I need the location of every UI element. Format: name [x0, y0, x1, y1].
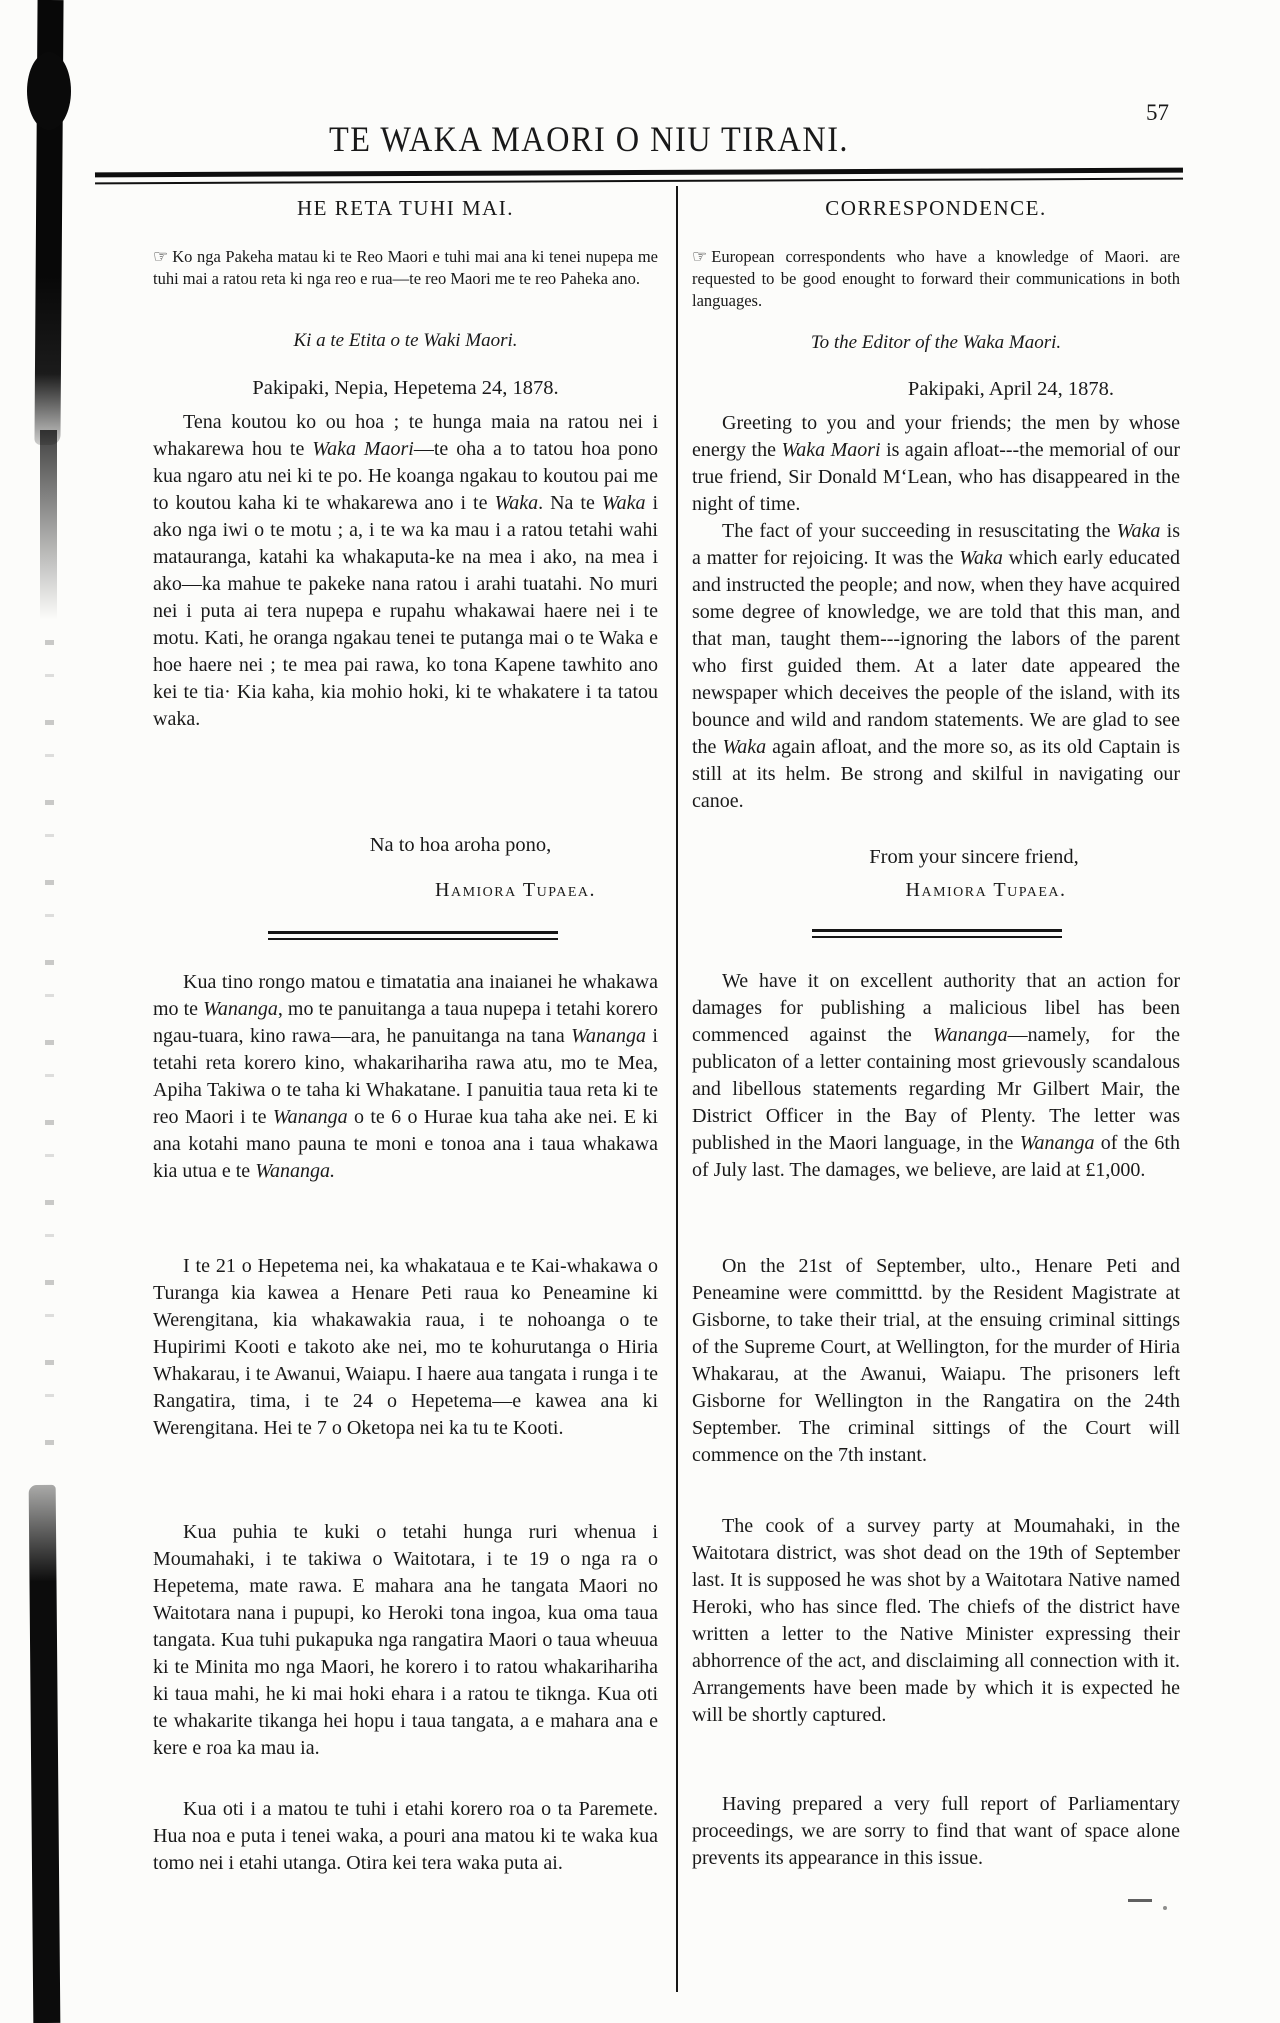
left-column-maori [153, 0, 658, 2023]
column-divider-rule [676, 186, 678, 1992]
binding-edge-artifact [45, 640, 54, 1460]
binding-edge-artifact [27, 52, 71, 130]
masthead-title: TE WAKA MAORI O NIU TIRANI. [329, 120, 849, 160]
news-paragraph: On the 21st of September, ulto., Henare Peti and Peneamine were committtd. by the Resident Magistrate at Gisborne, to take their trial, at the ensuing criminal sittings of the Supreme Court, at Wellington, for the murder of Hiria Whakarau, at the Awanui, Waiapu. The prisoners left Gisborne for Wellington in the Rangatira on the 24th September. The criminal sittings of the Court will commence on the 7th instant. [692, 1255, 1180, 1466]
right-column-english [692, 0, 1180, 2023]
letter-signoff: Na to hoa aroha pono, [369, 834, 552, 856]
news-paragraph: I te 21 o Hepetema nei, ka whakataua e te Kai-whakawa o Turanga kia kawea a Henare Peti raua ko Peneamine ki Werengitana, kia whakawakia raua, i te nohoanga o te Hupirimi Kooti e takoto ake nei, mo te kohurutanga o Hiria Whakarau, i te Awanui, Waiapu. I haere aua tangata i runga i te Rangatira, tima, i te 24 o Hepetema—e kawea ana ki Werengitana. Hei te 7 o Oketopa nei ka tu te Kooti. [153, 1255, 658, 1439]
page-number: 57 [1146, 100, 1169, 125]
section-heading: HE RETA TUHI MAI. [296, 196, 515, 220]
letter-signoff: From your sincere friend, [869, 846, 1079, 868]
letter-paragraph: Greeting to you and your friends; the men by whose energy the Waka Maori is again afloat---the memorial of our true friend, Sir Donald M‘Lean, who has disappeared in the night of time. [692, 412, 1180, 515]
letter-paragraph: Tena koutou ko ou hoa ; te hunga maia na ratou nei i whakarewa hou te Waka Maori—te oha a to tatou hoa pono kua ngaro atu nei ki te po. He koanga ngakau to koutou pai me to koutou kaha ki te whakarewa ano i te Waka. Na te Waka i ako nga iwi o te motu ; a, i te wa ka mau i a ratou tetahi wahi matauranga, katahi ka whakaputa-ke na mea i ako, na mea i ako—ka mahue te pakeke nana ratou i arahi tuatahi. No muri nei i puta ai tera nupepa e rupahu whakawai haere nei i te motu. Kati, he oranga ngakau tenei te putanga mai o te Waka e hoe haere nei ; te mea pai rawa, ko tona Kapene tawhito ano kei te tia· Kia kaha, kia mohio hoki, ki te whakatere i ta tatou waka. [153, 411, 659, 730]
news-paragraph: Kua tino rongo matou e timatatia ana inaianei he whakawa mo te Wananga, mo te panuitanga a taua nupepa i tetahi korero ngau-tuara, kino rawa—ara, he panuitanga na tana Wananga i tetahi reta korero kino, whakarihariha rawa atu, mo te Mea, Apiha Takiwa o te taha ki Whakatane. I panuitia taua reta ki te reo Maori i te Wananga o te 6 o Hurae kua taha ake nei. E ki ana kotahi mano pauna te moni e tonoa ana i taua whakawa kia utua e te Wananga. [153, 971, 658, 1182]
letter-salutation: To the Editor of the Waka Maori. [810, 332, 1062, 353]
news-paragraph: Having prepared a very full report of Parliamentary proceedings, we are sorry to find that want of space alone prevents its appearance in this issue. [692, 1793, 1180, 1869]
notice-text: European correspondents who have a knowledge of Maori. are requested to be good enought to forward their communications in both languages. [692, 247, 1180, 310]
binding-edge-artifact [29, 1485, 61, 2023]
pointing-hand-icon: ☞ [153, 247, 169, 266]
letter-dateline: Pakipaki, Nepia, Hepetema 24, 1878. [252, 377, 559, 399]
section-divider-rule [268, 931, 558, 940]
news-paragraph: Kua puhia te kuki o tetahi hunga ruri whenua i Moumahaki, i te takiwa o Waitotara, i te 19 o nga ra o Hepetema, mate rawa. E mahara ana he tangata Maori no Waitotara nana i pupupi, ko Heroki tona ingoa, kua oma taua tangata. Kua tuhi pukapuka nga rangatira Maori o taua wheuua ki te Minita mo nga Maori, he korero i to ratou whakarihariha ki taua mahi, he ki mai hoki ehara i a ratou te tiknga. Kua oti te whakarite tikanga hei hopu i taua tangata, a e mahara ana e kere e roa ka mau ia. [153, 1521, 658, 1759]
letter-dateline: Pakipaki, April 24, 1878. [907, 378, 1115, 400]
binding-edge-artifact [40, 430, 57, 620]
editor-notice [692, 246, 1180, 312]
news-paragraph: We have it on excellent authority that an action for damages for publishing a malicious libel has been commenced against the Wananga—namely, for the publicaton of a letter containing most grievously scandalous and libellous statements regarding Mr Gilbert Mair, the District Officer in the Bay of Plenty. The letter was published in the Maori language, in the Wananga of the 6th of July last. The damages, we believe, are laid at £1,000. [692, 970, 1180, 1181]
section-divider-rule [812, 929, 1062, 938]
pointing-hand-icon: ☞ [692, 247, 708, 266]
letter-paragraph: The fact of your succeeding in resuscitating the Waka is a matter for rejoicing. It was the Waka which early educated and instructed the people; and now, when they have acquired some degree of knowledge, we are told that this man, and that man, taught them---ignoring the labors of the parent who first guided them. At a later date appeared the newspaper which deceives the people of the island, with its bounce and wild and random statements. We are glad to see the Waka again afloat, and the more so, as its old Captain is still at its helm. Be strong and skilful in navigating our canoe. [692, 520, 1180, 812]
letter-signature: Hamiora Tupaea. [435, 879, 596, 901]
notice-text: Ko nga Pakeha matau ki te Reo Maori e tuhi mai ana ki tenei nupepa me tuhi mai a ratou reta ki nga reo e rua—te reo Maori me te reo Paheka ano. [153, 247, 658, 288]
editor-notice [153, 246, 658, 290]
letter-signature: Hamiora Tupaea. [905, 879, 1067, 901]
section-heading: CORRESPONDENCE. [825, 196, 1047, 220]
news-paragraph: Kua oti i a matou te tuhi i etahi korero roa o ta Paremete. Hua noa e puta i tenei waka, a pouri ana matou ki te waka kua tomo nei i etahi utanga. Otira kei tera waka puta ai. [153, 1798, 658, 1874]
letter-salutation: Ki a te Etita o te Waki Maori. [293, 330, 518, 351]
news-paragraph: The cook of a survey party at Moumahaki, in the Waitotara district, was shot dead on the 19th of September last. It is supposed he was shot by a Waitotara Native named Heroki, who has since fled. The chiefs of the district have written a letter to the Native Minister expressing their abhorrence of the act, and disclaiming all connection with it. Arrangements have been made by which it is expected he will be shortly captured. [692, 1515, 1180, 1726]
